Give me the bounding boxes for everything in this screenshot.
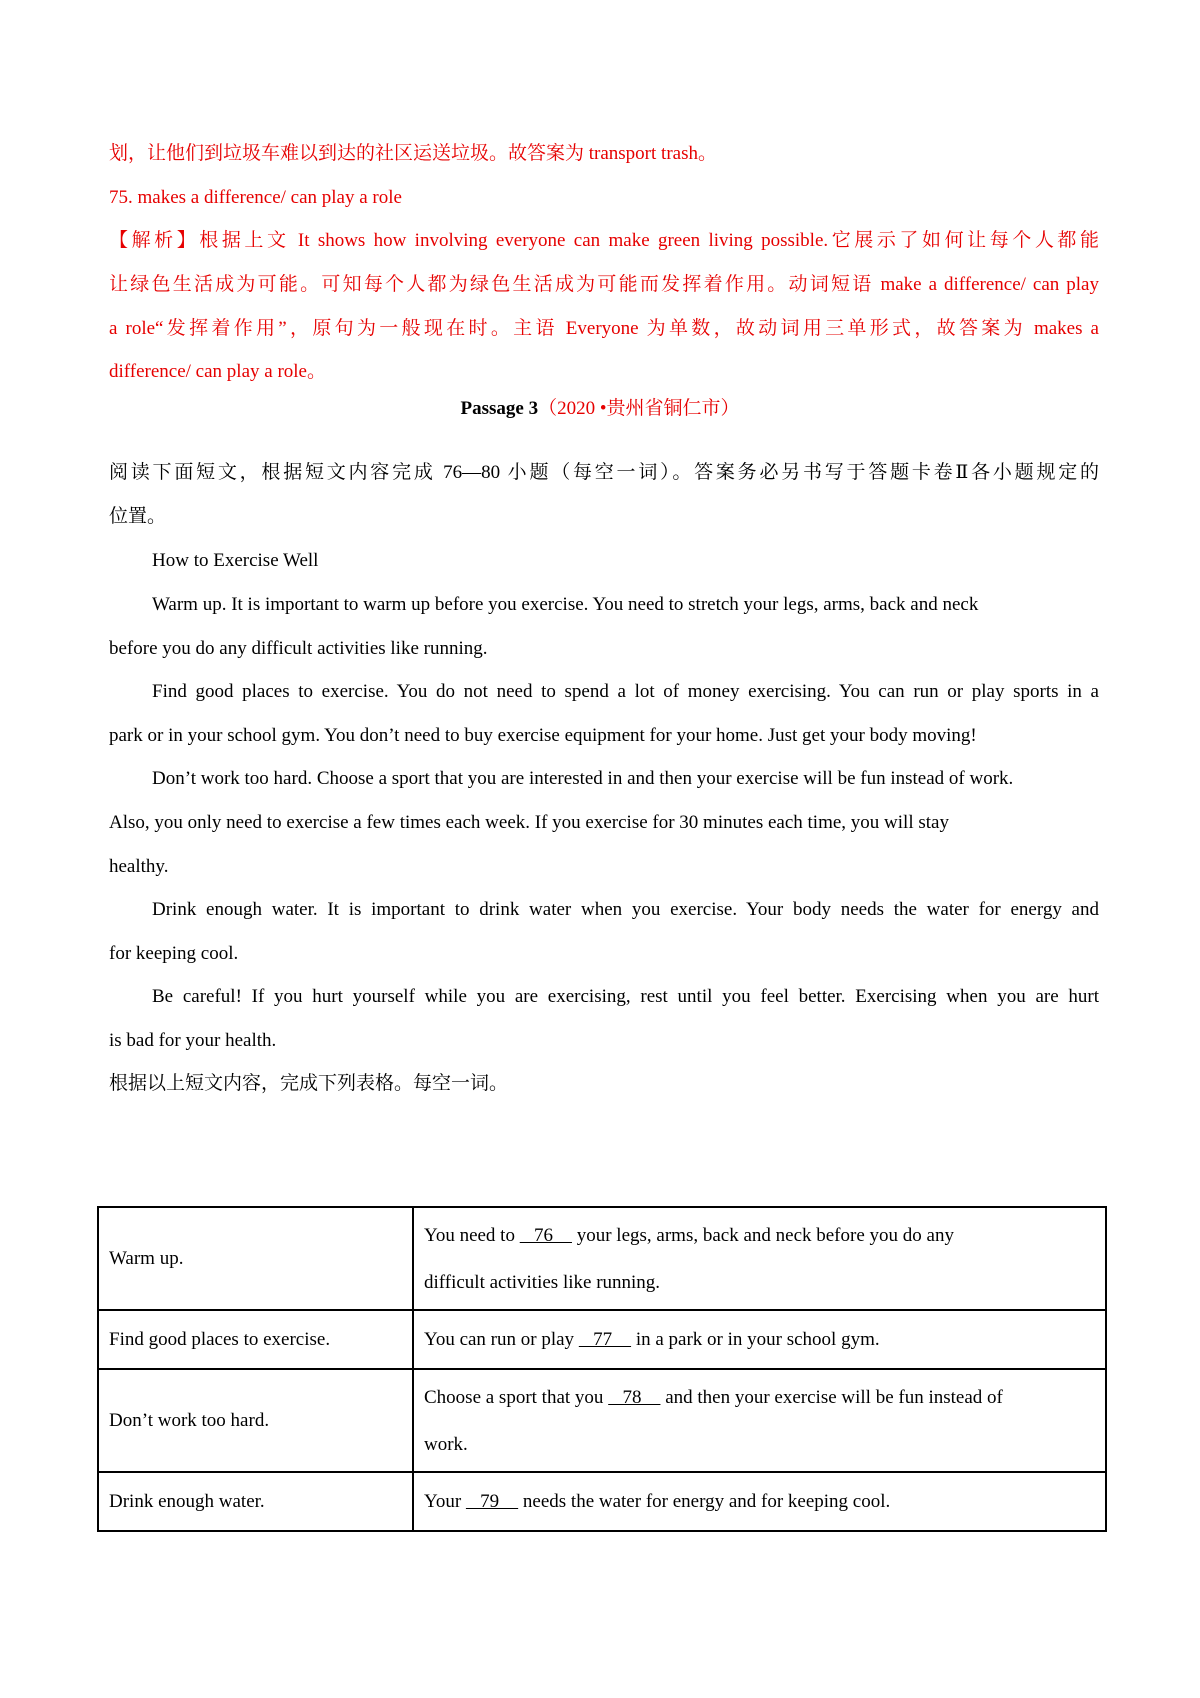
blank-78: 78 [608,1386,661,1408]
explanation-line: 【解析】根据上文 It shows how involving everyone can make green living possible.它展示了如何让每个人都能 [109,230,1099,251]
row-content: You need to 76 your legs, arms, back and neck before you do any difficult activities like running. [413,1207,1106,1310]
passage-line: Warm up. It is important to warm up before you exercise. You need to stretch your legs, arms, back and neck [152,594,979,615]
row-content: Choose a sport that you 78 and then your exercise will be fun instead of work. [413,1369,1106,1472]
passage-line: Don’t work too hard. Choose a sport that you are interested in and then your exercise will be fun instead of work. [152,768,1014,789]
row-content: Your 79 needs the water for energy and for keeping cool. [413,1472,1106,1531]
passage-line: is bad for your health. [109,1030,277,1051]
blank-76: 76 [519,1224,572,1246]
instruction-line: 阅读下面短文，根据短文内容完成 76—80 小题（每空一词）。答案务必另书写于答题卡卷Ⅱ各小题规定的 [109,462,1099,483]
explanation-line: difference/ can play a role。 [109,361,326,382]
passage-source: （2020 •贵州省铜仁市） [538,398,740,419]
row-content: You can run or play 77 in a park or in your school gym. [413,1310,1106,1369]
passage-title: How to Exercise Well [152,550,319,571]
passage-line: Be careful! If you hurt yourself while you are exercising, rest until you feel better. Exercising when you are hurt [152,986,1099,1007]
explanation-line: a role“发挥着作用”，原句为一般现在时。主语 Everyone 为单数，故动词用三单形式，故答案为 makes a [109,318,1099,339]
passage-heading [0,397,1200,421]
answer-75: 75. makes a difference/ can play a role [109,187,402,208]
blank-79: 79 [465,1490,519,1512]
table-row [98,1207,1106,1310]
row-label: Find good places to exercise. [98,1310,413,1369]
exercise-table [97,1206,1107,1532]
table-row [98,1310,1106,1369]
passage-line: Drink enough water. It is important to drink water when you exercise. Your body needs the water for energy and [152,899,1099,920]
row-label: Don’t work too hard. [98,1369,413,1472]
table-row [98,1472,1106,1531]
passage-line: healthy. [109,856,169,877]
blank-77: 77 [578,1328,632,1350]
passage-line: for keeping cool. [109,943,239,964]
table-row [98,1369,1106,1472]
row-label: Drink enough water. [98,1472,413,1531]
explanation-line: 让绿色生活成为可能。可知每个人都为绿色生活成为可能而发挥着作用。动词短语 make a difference/ can play [109,274,1099,295]
instruction-line: 位置。 [109,506,167,527]
row-label: Warm up. [98,1207,413,1310]
passage-line: before you do any difficult activities like running. [109,638,488,659]
answer-line: 划，让他们到垃圾车难以到达的社区运送垃圾。故答案为 transport trash。 [109,143,717,164]
table-instruction: 根据以上短文内容，完成下列表格。每空一词。 [109,1073,509,1094]
passage-line: Also, you only need to exercise a few times each week. If you exercise for 30 minutes each time, you will stay [109,812,949,833]
passage-line: Find good places to exercise. You do not need to spend a lot of money exercising. You can run or play sports in a [152,681,1099,702]
passage-number: Passage 3 [460,398,539,419]
passage-line: park or in your school gym. You don’t need to buy exercise equipment for your home. Just get your body moving! [109,725,977,746]
